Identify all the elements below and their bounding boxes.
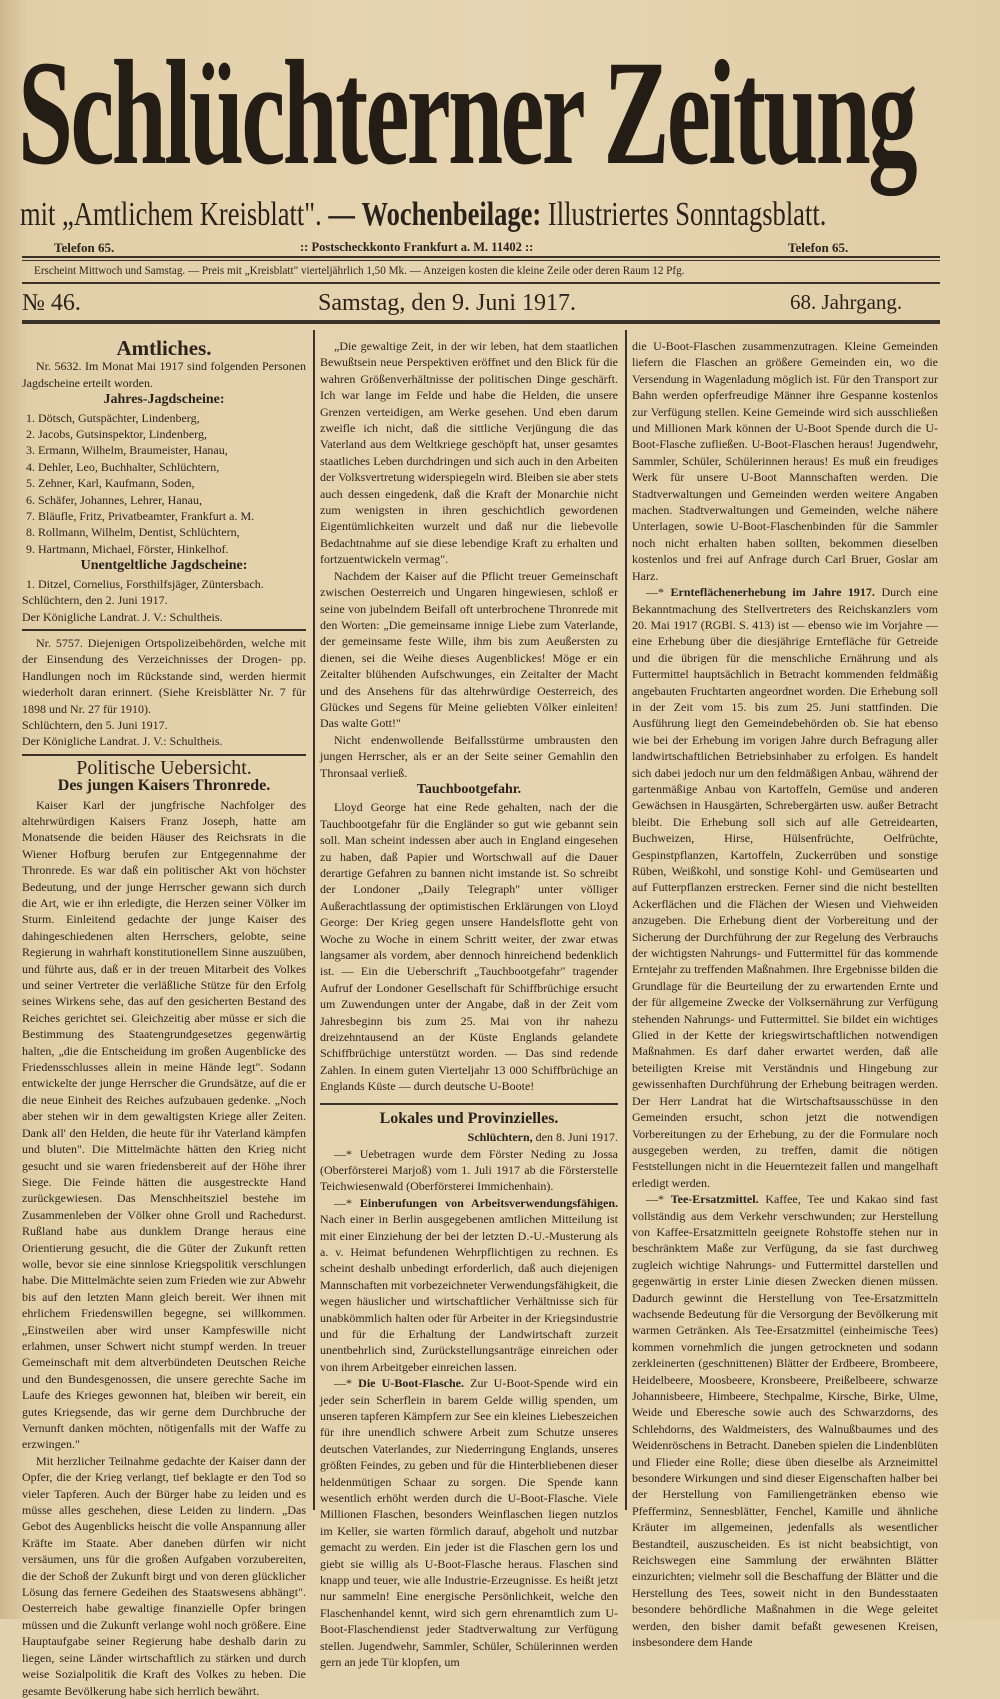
publication-info: Erscheint Mittwoch und Samstag. — Preis mit „Kreisblatt" vierteljährlich 1,50 Mk. — Anzeigen kosten die kleine Zeile oder deren Raum 12 Pfg.	[34, 265, 685, 277]
article-paragraph: —* Einberufungen von Arbeitsverwendungsfähigen. Nach einer in Berlin ausgegebenen amtlichen Mitteilung ist mit einer Einziehung der bei der letzten D.-U.-Musterung als a. v. Heimat befundenen Wehrpflichtigen zu rechnen. Es scheint deshalb unbedingt erforderlich, daß auch diejenigen Mannschaften mit vorbezeichneter Verwendungsfähigkeit, die wegen häuslicher und wirtschaftlicher Verhältnisse sich für unabkömmlich halten oder für Arbeiter in der Kriegsindustrie und für die Erhaltung der Landwirtschaft zurzeit unentbehrlich sind, Zurückstellungsanträge einreichen oder von ihrem Arbeitgeber einreichen lassen.	[320, 1195, 619, 1374]
list-item: 1. Dötsch, Gutspächter, Lindenberg,	[38, 410, 306, 426]
list-item: 8. Rollmann, Wilhelm, Dentist, Schlüchtern,	[38, 524, 306, 540]
local-dateline	[320, 1129, 618, 1145]
list-item: 2. Jacobs, Gutsinspektor, Lindenberg,	[38, 426, 306, 442]
place-date: Schlüchtern, den 2. Juni 1917.	[22, 593, 168, 608]
column-rule	[313, 330, 315, 1510]
issue-date: Samstag, den 9. Juni 1917.	[318, 290, 576, 316]
article-paragraph: —* Ernteflächenerhebung im Jahre 1917. Durch eine Bekanntmachung des Stellvertreters des Reichskanzlers vom 20. Mai 1917 (RGBl. S. 413) ist — ebenso wie im Vorjahre — eine Erhebung über die diesjährige Erntefläche für Getreide und die übrigen für die menschliche Ernährung und als Futtermittel hauptsächlich in Betracht kommenden feldmäßig angebauten Fruchtarten angeordnet worden. Die Erhebung soll in der Zeit vom 15. bis zum 25. Juni stattfinden. Die Ausführung liegt den Gemeindebehörden ob. Sie hat ebenso wie bei der Erhebung im vorigen Jahre durch Befragung aller landwirtschaftlichen Betriebsinhaber zu erfolgen. Es handelt sich dabei jedoch nur um den feldmäßigen Anbau, während der gartenmäßige Anbau von Kartoffeln, Gemüse und anderen Gewächsen in Hausgärten, Schrebergärten usw. außer Betracht bleibt. Die Erhebung soll sich auf alle Getreidearten, Buchweizen, Hirse, Hülsenfrüchte, Oelfrüchte, Gespinstpflanzen, Kartoffeln, Zuckerrüben und sonstige Rüben, Weißkohl, und sonstige Kohl- und Gemüsearten und auf Futterpflanzen erstrecken. Ferner sind die nicht bestellten Ackerflächen und die Flächen der Wiesen und Viehweiden anzugeben. Die Erhebung dient der Vorbereitung und der Sicherung der Durchführung der zur Regelung des Verbrauchs der wichtigsten Nahrungs- und Futtermittel für das kommende Erntejahr zu treffenden Maßnahmen. Ihre Ergebnisse bilden die Grundlage für die Beurteilung der zu erwartenden Ernte und der für allgemeine Zwecke der Volksernährung zur Verfügung stehenden Nahrungs- und Futtermittel. Sie bildet ein wichtiges Glied in der Kette der kriegswirtschaftlichen notwendigen Maßnahmen. Es darf daher erwartet werden, daß alle beteiligten Kreise mit Verständnis und Hingebung zur gewissenhaften Durchführung der Erhebung beitragen werden. Der Herr Landrat hat die Wirtschaftsausschüsse in den Gemeinden ersucht, schon jetzt die notwendigen Vorbereitungen zu der Erhebung, zu der die Formulare noch ausgegeben werden, zu treffen, damit die nötigen Feststellungen nicht in die Heuerntezeit fallen und mangelhaft erledigt werden.	[632, 585, 938, 1190]
item-text: Durch eine Bekanntmachung des Stellvertreters des Reichskanzlers vom 20. Mai 1917 (RGBl. S. 413) ist — ebenso wie im Vorjahre — eine Erhebung über die diesjährige Erntefläche für Getreide und die übrigen für die menschliche Ernährung und als Futtermittel hauptsächlich in Betracht kommenden feldmäßig angebauten Fruchtarten angeordnet worden. Die Erhebung soll in der Zeit vom 15. bis zum 25. Juni stattfinden. Die Ausführung liegt den Gemeindebehörden ob. Sie hat ebenso wie bei der Erhebung im vorigen Jahre durch Befragung aller landwirtschaftlichen Betriebsinhaber zu erfolgen. Es handelt sich dabei jedoch nur um den feldmäßigen Anbau, während der gartenmäßige Anbau von Kartoffeln, Gemüse und anderen Gewächsen in Hausgärten, Schrebergärten usw. außer Betracht bleibt. Die Erhebung soll sich auf alle Getreidearten, Buchweizen, Hirse, Hülsenfrüchte, Oelfrüchte, Gespinstpflanzen, Kartoffeln, Zuckerrüben und sonstige Rüben, Weißkohl, und sonstige Kohl- und Gemüsearten und auf Futterpflanzen erstrecken. Ferner sind die nicht bestellten Ackerflächen und die Flächen der Wiesen und Viehweiden anzugeben. Die Erhebung dient der Vorbereitung und der Sicherung der Durchführung der zur Regelung des Verbrauchs der wichtigsten Nahrungs- und Futtermittel für das kommende Erntejahr zu treffenden Maßnahmen. Ihre Ergebnisse bilden die Grundlage für die Beurteilung der zu erwartenden Ernte und der für allgemeine Zwecke der Volksernährung zur Verfügung stehenden Nahrungs- und Futtermittel. Sie bildet ein wichtiges Glied in der Kette der kriegswirtschaftlichen notwendigen Maßnahmen. Es darf daher erwartet werden, daß alle beteiligten Kreise mit Verständnis und Hingebung zur gewissenhaften Durchführung der Erhebung beitragen werden. Der Herr Landrat hat die Wirtschaftsausschüsse in den Gemeinden ersucht, schon jetzt die notwendigen Vorbereitungen zu der Erhebung, zu der die Formulare noch ausgegeben werden, zu treffen, damit die nötigen Feststellungen nicht in die Heuerntezeit fallen und mangelhaft erledigt werden.	[632, 585, 938, 1190]
divider	[22, 256, 940, 258]
place-date: Schlüchtern, den 5. Juni 1917.	[22, 717, 168, 732]
free-licenses-list	[22, 576, 306, 592]
article-paragraph: —* Tee-Ersatzmittel. Kaffee, Tee und Kakao sind fast vollständig aus dem Verkehr verschwunden; zur Herstellung von Kaffee-Ersatzmitteln geeignete Rohstoffe stehen nur in beschränktem Maße zur Verfügung, da sie fast durchweg zugleich wichtige Nahrungs- und Futtermittel darstellen und gegenwärtig in erster Linie diesen Zwecken dienen müssen. Dadurch gewinnt die Herstellung von Tee-Ersatzmitteln wachsende Bedeutung für die Versorgung der Bevölkerung mit warmen Getränken. Als Tee-Ersatzmittel (einheimische Tees) kommen vornehmlich die jungen getrockneten und sodann zerkleinerten (geschnittenen) Blätter der Erdbeere, Brombeere, Heidelbeere, Moosbeere, Kronsbeere, Preißelbeere, schwarze Johannisbeere, Himbeere, Stechpalme, Kirsche, Birke, Ulme, Weide und Eberesche sowie auch des Schwarzdorns, des Schlehdorns, des Waldmeisters, des Walnußbaumes und des Weidenröschens in Betracht. Daneben spielen die Lindenblüten und Flieder eine Rolle; diese üben dieselbe als Arzneimittel besondere Wirkungen und sind dieser Eigenschaften halber bei der Herstellung von Familiengetränken ebenso wie Pfefferminz, Sennesblätter, Fenchel, Kamille und ähnliche Kräuter im allgemeinen, jedenfalls als wesentlicher Bestandteil, auszuscheiden. Es ist nicht beabsichtigt, von Reichswegen eine Sammlung der erwähnten Blätter einzurichten; vielmehr soll die Beschaffung der Blätter und die Herstellung des Tees, soweit nicht in den Bundesstaaten besondere behördliche Maßnahmen in die Wege geleitet werden, den bisher damit befaßt gewesenen Kreisen, insbesondere dem Hande	[632, 1192, 938, 1650]
article-paragraph: —* Die U-Boot-Flasche. Zur U-Boot-Spende wird ein jeder sein Scherflein in barem Gelde willig spenden, um unseren tapferen Kämpfern zur See ein kleines Liebeszeichen für ihre unendlich schwere Arbeit zum Schutze unseres deutschen Vaterlandes, zur Niederringung Englands, unseres größten Feindes, zu geben und für die Hinterbliebenen dieser heldenmütigen Schaar zu sorgen. Die Spende kann wesentlich erhöht werden durch die U-Boot-Flasche. Viele Millionen Flaschen, besonders Weinflaschen liegen nutzlos im Keller, sie warten förmlich darauf, abgeholt und nutzbar gemacht zu werden. Ein jeder ist die Flaschen gern los und giebt sie willig als U-Boot-Flasche heraus. Flaschen sind knapp und teuer, wie alle Industrie-Erzeugnisse. Es heißt jetzt nur sammeln! Eine energische Persönlichkeit, welche den Flaschenhandel kennt, wird sich gern ehrenamtlich zum U-Boot-Flaschendienst jeder Stadtverwaltung zur Verfügung stellen. Jugendwehr, Sammler, Schüler, Schülerinnen werden gern an jede Tür klopfen, um	[320, 1376, 618, 1670]
divider	[320, 1103, 618, 1105]
subtitle-dash: —	[328, 196, 355, 233]
item-text: Zur U-Boot-Spende wird ein jeder sein Scherflein in barem Gelde willig spenden, um unseren tapferen Kämpfern zur See ein kleines Liebeszeichen für ihre unendlich schwere Arbeit zum Schutze unseres deutschen Vaterlandes, zur Niederringung Englands, unseres größten Feindes, zu geben und für die Hinterbliebenen dieser heldenmütigen Schaar zu sorgen. Die Spende kann wesentlich erhöht werden durch die U-Boot-Flasche. Viele Millionen Flaschen, besonders Weinflaschen liegen nutzlos im Keller, sie warten förmlich darauf, abgeholt und nutzbar gemacht zu werden. Ein jeder ist die Flaschen gern los und giebt sie willig als U-Boot-Flasche heraus. Flaschen sind knapp und teuer, wie alle Industrie-Erzeugnisse. Es heißt jetzt nur sammeln! Eine energische Persönlichkeit, welche den Flaschenhandel kennt, wird sich gern ehrenamtlich zum U-Boot-Flaschendienst jeder Stadtverwaltung zur Verfügung stellen. Jugendwehr, Sammler, Schüler, Schülerinnen werden gern an jede Tür klopfen, um	[320, 1376, 618, 1670]
issue-number: № 46.	[22, 290, 81, 316]
dateline-date: den 8. Juni 1917.	[535, 1130, 618, 1145]
telefon-left: Telefon 65.	[54, 240, 115, 255]
divider	[22, 754, 306, 756]
article-paragraph: die U-Boot-Flaschen zusammenzutragen. Kleine Gemeinden liefern die Flaschen an größere Gemeinden ein, wo die Versendung in Wagenladung möglich ist. Für den Transport zur Bahn werden opferfreudige Männer ihre Gespanne kostenlos zur Verfügung stellen. Keine Gemeinde wird sich ausschließen und Millionen Mark können der U-Boot Spende durch die U-Boot-Flasche zufließen. U-Boot-Flaschen heraus! Jugendwehr, Sammler, Schüler, Schülerinnen heraus! Es muß ein freudiges Werk für unsere U-Boot Mannschaften werden. Die Stadtverwaltungen und Gemeinden werden weitere Angaben machen. Stadtverwaltungen und Gemeinden, welche nähere Unterlagen, sowie U-Boot-Flaschenbinden für die Sammler noch nicht erhalten haben sollten, bekommen dieselben kostenlos und frei auf Anfrage durch Carl Bruer, Goslar am Harz.	[632, 339, 938, 583]
divider	[22, 320, 940, 324]
column-2	[320, 338, 618, 1671]
item-text: Kaffee, Tee und Kakao sind fast vollständig aus dem Verkehr verschwunden; zur Herstellung von Kaffee-Ersatzmitteln geeignete Rohstoffe stehen nur in beschränktem Maße zur Verfügung, da sie fast durchweg zugleich wichtige Nahrungs- und Futtermittel darstellen und gegenwärtig in erster Linie diesen Zwecken dienen müssen. Dadurch gewinnt die Herstellung von Tee-Ersatzmitteln wachsende Bedeutung für die Versorgung der Bevölkerung mit warmen Getränken. Als Tee-Ersatzmittel (einheimische Tees) kommen vornehmlich die jungen getrockneten und sodann zerkleinerten (geschnittenen) Blätter der Erdbeere, Brombeere, Heidelbeere, Moosbeere, Kronsbeere, Preißelbeere, schwarze Johannisbeere, Himbeere, Stechpalme, Kirsche, Birke, Ulme, Weide und Eberesche sowie auch des Schwarzdorns, des Schlehdorns, des Waldmeisters, des Walnußbaumes und des Weidenröschens in Betracht. Daneben spielen die Lindenblüten und Flieder eine Rolle; diese üben dieselbe als Arzneimittel besondere Wirkungen und sind dieser Eigenschaften halber bei der Herstellung von Familiengetränken ebenso wie Pfefferminz, Sennesblätter, Fenchel, Kamille und ähnliche Kräuter im allgemeinen, jedenfalls als wesentlicher Bestandteil, auszuscheiden. Es ist nicht beabsichtigt, von Reichswegen eine Sammlung der erwähnten Blätter einzurichten; vielmehr soll die Beschaffung der Blätter und die Herstellung des Tees, soweit nicht in den Bundesstaaten besondere behördliche Maßnahmen in die Wege geleitet werden, den bisher damit befaßt gewesenen Kreisen, insbesondere dem Hande	[632, 1192, 938, 1650]
local-news-heading: Lokales und Provinzielles.	[379, 1109, 559, 1127]
article-paragraph: „Die gewaltige Zeit, in der wir leben, hat dem staatlichen Bewußtsein neue Perspektiven eröffnet und den Blick für die wahren Größenverhältnisse der politischen Dinge geschärft. Ich war lange im Felde und habe die Helden, die unsere Grenzen verteidigen, am Werke gesehen. Und eben darum zweifle ich nicht, daß die sittliche Verjüngung die das Vaterland aus dem Weltkriege geschöpft hat, unser gesamtes staatliches Leben durchdringen und sich auch in den Arbeiten der Volksvertretung widerspiegeln wird. Bleiben sie aber stets auch dessen eingedenk, daß die Kraft der Monarchie nicht zum wenigsten in ihren geschichtlich gewordenen Eigentümlichkeiten wurzelt und daß nur die liebevolle Bedachtnahme auf sie diese lebendige Kraft zu erhalten und fortzuentwickeln vermag".	[320, 339, 618, 567]
article-paragraph: Nachdem der Kaiser auf die Pflicht treuer Gemeinschaft zwischen Oesterreich und Ungaren hingewiesen, schloß er seine von jubelndem Beifall oft unterbrochene Thronrede mit den Worten: „Die gemeinsame innige Liebe zum Vaterlande, der gemeinsame feste Wille, ihm bis zum Aeußersten zu dienen, sei die Weihe dieses Augenblickes! Möge er ein Zeitalter blühenden Aufschwunges, ein Zeitalter der Macht und des Ansehens für das altehrwürdige Oesterreich, des Glückes und Segens für Meine geliebten Völker einleiten! Das walte Gott!"	[320, 568, 618, 731]
item-title: Einberufungen von Arbeitsverwendungsfähigen.	[359, 1195, 618, 1210]
section-heading-amtliches: Amtliches.	[116, 336, 212, 360]
item-title: Die U-Boot-Flasche.	[358, 1376, 464, 1391]
divider	[22, 282, 940, 284]
list-item: 9. Hartmann, Michael, Förster, Hinkelhof.	[38, 541, 306, 557]
list-item: 6. Schäfer, Johannes, Lehrer, Hanau,	[38, 492, 306, 508]
telefon-right: Telefon 65.	[788, 240, 849, 255]
notice-5757: Nr. 5757. Diejenigen Ortspolizeibehörden, welche mit der Einsendung des Verzeichnisses der Drogen- pp. Handlungen noch im Rückstande sind, werden hiermit wiederholt daran erinnert. (Siehe Kreisblätter Nr. 7 für 1898 und Nr. 27 für 1910).	[22, 635, 306, 716]
list-item: 7. Bläufle, Fritz, Privatbeamter, Frankfurt a. M.	[38, 508, 306, 524]
volume: 68. Jahrgang.	[790, 290, 903, 314]
dateline-place: Schlüchtern,	[467, 1130, 533, 1145]
article-paragraph: Mit herzlicher Teilnahme gedachte der Kaiser dann der Opfer, die der Krieg verlangt, tief beklagte er den Tod so vieler Tapferen. Auch der Bürger habe zu leiden und es müsse alles geschehen, diese Leiden zu lindern. „Das Gebot des Augenblicks heischt die volle Anspannung aller Kräfte im Staate. Aber daneben dürfen wir nicht versäumen, uns für die großen Aufgaben vorzubereiten, die der Schoß der Zukunft birgt und von deren glücklicher Lösung das fernere Gedeihen des Staatswesens abhängt". Oesterreich habe gewaltige finanzielle Opfer bringen müssen und die Zukunft verlange wohl noch größere. Eine Hauptaufgabe seiner Regierung habe deshalb darin zu liegen, seine Länder wirtschaftlich zu stärken und durch weise Sozialpolitik die Kraft des Volkes zu heben. Die gesamte Bevölkerung habe sich herrlich bewährt.	[22, 1453, 306, 1698]
article-paragraph: Nicht endenwollende Beifallsstürme umbrausten den jungen Herrscher, als er an der Seite seiner Gemahlin den Thronsaal verließ.	[320, 732, 618, 780]
uboat-danger-heading: Tauchbootgefahr.	[416, 781, 522, 797]
column-3	[632, 338, 938, 1651]
list-item: 4. Dehler, Leo, Buchhalter, Schlüchtern,	[38, 459, 306, 475]
list-item: 5. Zehner, Karl, Kaufmann, Soden,	[38, 475, 306, 491]
article-paragraph: Lloyd George hat eine Rede gehalten, nach der die Tauchbootgefahr für die Engländer so gut wie gebannt sein soll. Man scheint indessen aber auch in England eingesehen zu haben, daß Papier und Wortschwall auf die Dauer derartige Gefahren zu bannen nicht imstande ist. So schreibt der Londoner „Daily Telegraph" unter völliger Außerachtlassung der optimistischen Erklärungen von Lloyd George: Der Krieg gegen unsere Handelsflotte geht von Woche zu Woche in einem Schritt weiter, der zwar etwas langsamer als vordem, aber dennoch hinreichend bedenklich ist. — Ein die Ueberschrift „Tauchbootgefahr" tragender Aufruf der Londoner Gesellschaft für Schiffbrüchige ersucht um Zuwendungen unter der Angabe, daß in der Zeit vom Jahresbeginn bis zum 25. Mai von ihr nahezu dreizehntausend an der Küste Englands gelandete Schiffbrüchige unterstützt worden. — Das sind redende Zahlen. In einem guten Vierteljahr 13 000 Schiffbrüchige an Englands Küste — durch deutsche U-Boote!	[320, 800, 618, 1094]
subtitle-sonntagsblatt: Illustriertes Sonntagsblatt.	[547, 196, 827, 233]
signature: Der Königliche Landrat. J. V.: Schultheis.	[22, 734, 223, 749]
list-item: 3. Ermann, Wilhelm, Braumeister, Hanau,	[38, 442, 306, 458]
article-paragraph: —* Uebetragen wurde dem Förster Neding zu Jossa (Oberförsterei Marjoß) vom 1. Juli 1917 ab die Försterstelle Teichwiesenwald (Oberförsterei Immichenhain).	[320, 1146, 618, 1194]
divider	[22, 260, 940, 261]
item-title: Ernteflächenerhebung im Jahre 1917.	[670, 585, 875, 600]
masthead-subtitle	[20, 196, 826, 234]
newspaper-title: Schlüchterner Zeitung	[18, 30, 916, 196]
column-rule	[625, 330, 627, 1510]
article-heading: Des jungen Kaisers Thronrede.	[57, 777, 271, 795]
column-1	[22, 338, 306, 1699]
free-licenses-heading: Unentgeltliche Jagdscheine:	[80, 558, 248, 574]
subtitle-weekly-supplement: Wochenbeilage:	[361, 196, 542, 233]
item-text: Nach einer in Berlin ausgegebenen amtlichen Mitteilung ist mit einer Einziehung der bei der letzten D.-U.-Musterung als a. v. Heimat befundenen Wehrpflichtigen zu rechnen. Es scheint deshalb unbedingt erforderlich, daß auch diejenigen Mannschaften mit vorbezeichneter Verwendungsfähigkeit, die wegen häuslicher und wirtschaftlicher Verhältnisse sich für unabkömmlich halten oder für Arbeiter in der Kriegsindustrie und für die Erhaltung der Landwirtschaft zurzeit unentbehrlich sind, Zurückstellungsanträge einreichen oder von ihrem Arbeitgeber einreichen lassen.	[320, 1212, 619, 1374]
item-title: Tee-Ersatzmittel.	[670, 1192, 759, 1207]
list-item: 1. Ditzel, Cornelius, Forsthilfsjäger, Züntersbach.	[38, 576, 306, 592]
article-paragraph: Kaiser Karl der jungfrische Nachfolger des altehrwürdigen Kaisers Franz Joseph, hatte am Monatsende die beiden Häuser des Reichsrats in die Wiener Hofburg berufen zur Entgegennahme der Thronrede. Es war daß ein politischer Akt von höchster Bedeutung, und der junge Herrscher gewann sich durch die Art, wie er ihn erledigte, die Herzen seiner Völker im Sturm. Einleitend gedachte der junge Kaiser des dahingeschiedenen alten Herrschers, gelobte, seine Regierung in wahrhaft konstitutionellem Sinne auszuüben, und führte aus, daß er in der treuen Mitarbeit des Volkes und seiner Vertreter die verläßliche Stütze für den Erfolg seines Wirkens sehe, das auf den gesicherten Bestand des Reiches gerichtet sei. Gleichzeitig aber müsse er sich die Bestimmung des Staatengrundgesetzes gegenwärtig halten, „die die Entscheidung im großen Augenblicke des Friedensschlusses allein in meine Hände legt". Sodann entwickelte der junge Herrscher die Grundsätze, auf die er die neue Einheit des Reiches aufzubauen gedenke. „Noch aber stehen wir in dem gewaltigsten Kriege aller Zeiten. Dank all' den Helden, die heute für ihr Vaterland kämpfen und bluten". Die Mittelmächte hätten den Krieg nicht gesucht und sie waren friedensbereit auf der Höhe ihrer Siege. Die Feinde hätten die ausgestreckte Hand zurückgewiesen. Das Menschheitsziel bestehe im Zusammenleben der Völker ohne Groll und Rachedurst. Rußland habe aus dunklem Drange heraus eine Orientierung gesucht, die die Güter der Zukunft retten wolle, bevor sie eine sinnlose Kriegspolitik verschlungen habe. Die Mittelmächte seien zum Frieden wie zur Abwehr bis auf den letzten Mann gleich bereit. Wer ihnen mit ehrlichem Friedenswillen begegne, sei willkommen. „Einstweilen aber wird unser Kampfeswille nicht erlahmen, unser Schwert nicht stumpf werden. In treuer Gemeinschaft mit dem altverbündeten Deutschen Reiche und den Bundesgenossen, die unsere gerechte Sache im Laufe des Krieges gewonnen hat, bleiben wir bereit, ein gutes Kriegsende, das wir gerne dem Durchbruche der Vernunft danken möchten, nötigenfalls mit der Waffe zu erzwingen."	[22, 797, 306, 1452]
signature: Der Königliche Landrat. J. V.: Schultheis.	[22, 609, 223, 624]
annual-licenses-list	[22, 410, 306, 558]
divider	[22, 629, 306, 631]
notice-5632: Nr. 5632. Im Monat Mai 1917 sind folgenden Personen Jagdscheine erteilt worden.	[22, 359, 306, 390]
politics-heading: Politische Uebersicht.	[76, 756, 252, 779]
postscheck-account: :: Postscheckkonto Frankfurt a. M. 11402 ::	[300, 240, 534, 254]
annual-licenses-heading: Jahres-Jagdscheine:	[103, 392, 225, 408]
subtitle-kreisblatt: mit „Amtlichem Kreisblatt".	[20, 196, 322, 233]
